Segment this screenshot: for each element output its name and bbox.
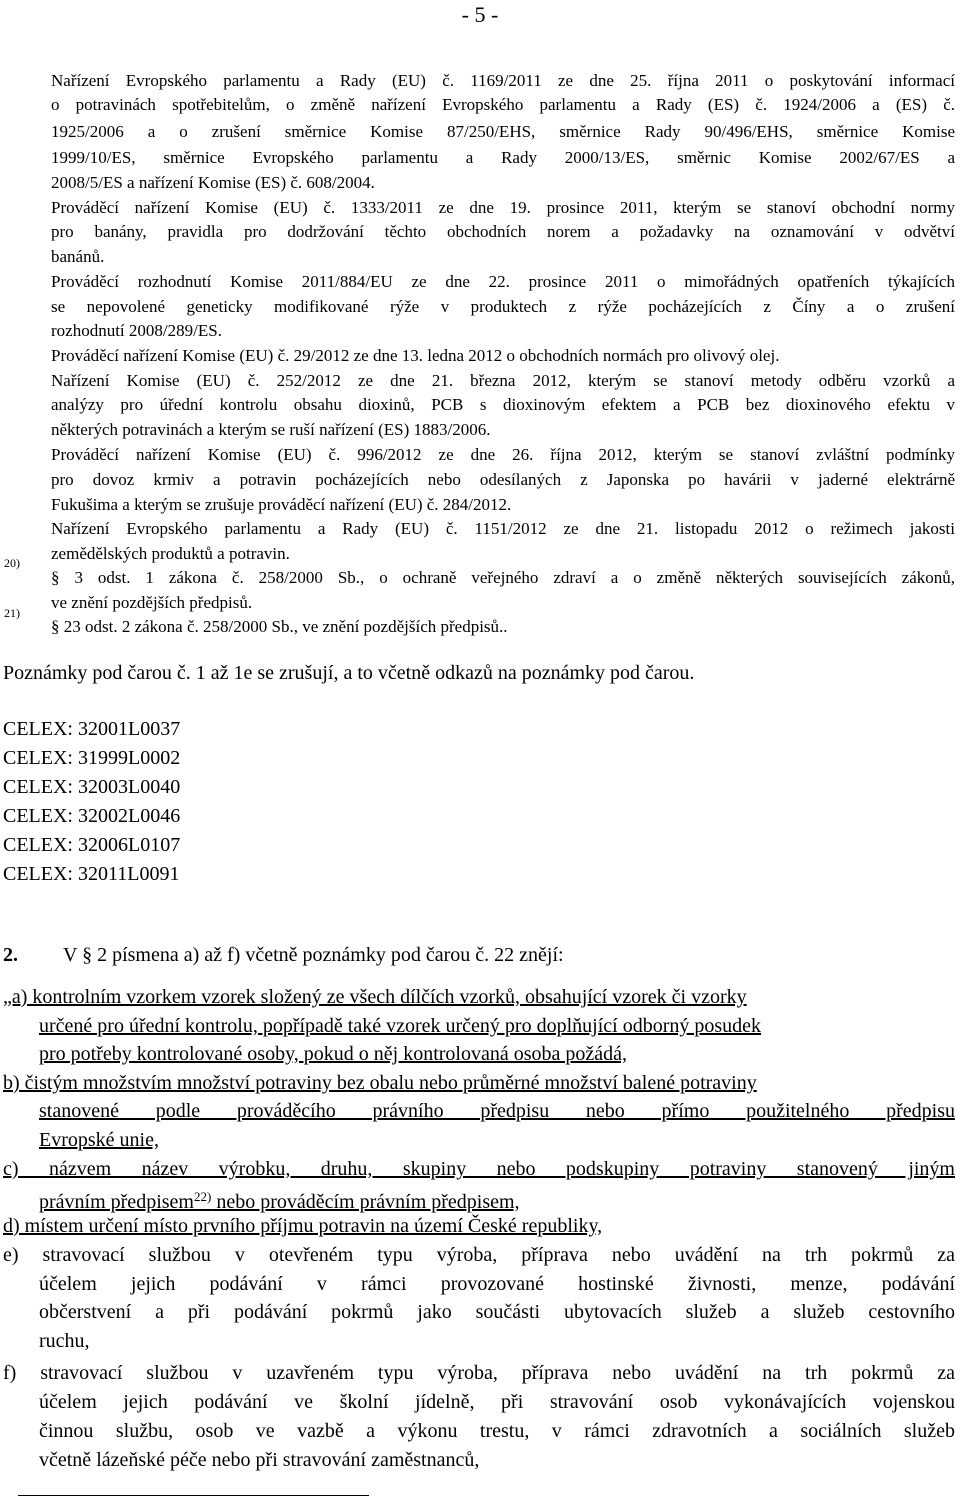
footnote-line: Prováděcí nařízení Komise (EU) č. 29/2012 ze dne 13. ledna 2012 o obchodních normách pro olivový olej. [51, 346, 780, 365]
item-a-line: pro potřeby kontrolované osoby, pokud o něj kontrolovaná osoba požádá, [39, 1043, 628, 1065]
repeal-note: Poznámky pod čarou č. 1 až 1e se zrušují, a to včetně odkazů na poznámky pod čarou. [3, 662, 695, 684]
item-f-line: včetně lázeňské péče nebo při stravování zaměstnanců, [39, 1449, 480, 1471]
celex-entry: CELEX: 32006L0107 [3, 834, 181, 856]
item-b-line: b) čistým množstvím množství potraviny bez obalu nebo průměrné množství balené potraviny [3, 1072, 757, 1094]
footnote-separator [18, 1495, 369, 1496]
footnote-line: Fukušima a kterým se zrušuje prováděcí nařízení (EU) č. 284/2012. [51, 495, 512, 514]
footnote-marker: 20) [4, 556, 20, 570]
page-number: - 5 - [461, 2, 499, 27]
footnote-line: Nařízení Evropského parlamentu a Rady (EU) č. 1151/2012 ze dne 21. listopadu 2012 o režimech jakosti [51, 519, 955, 538]
item-f-line: účelem jejich podávání ve školní jídelně, při stravování osob vykonávajících vojenskou [39, 1391, 955, 1413]
footnote-line: analýzy pro úřední kontrolu obsahu dioxinů, PCB s dioxinovým efektem a PCB bez dioxinového efektu v [51, 395, 955, 414]
footnote-line: rozhodnutí 2008/289/ES. [51, 321, 222, 340]
footnote-ref: 22) [193, 1189, 212, 1204]
item-b-line: Evropské unie, [39, 1129, 159, 1151]
footnote-line: ve znění pozdějších předpisů. [51, 593, 253, 612]
footnote-line: se nepovolené geneticky modifikované rýže v produktech z rýže pocházejících z Číny a o zrušení [51, 297, 955, 316]
footnote-line: 1999/10/ES, směrnice Evropského parlamentu a Rady 2000/13/ES, směrnic Komise 2002/67/ES a [51, 148, 955, 167]
celex-entry: CELEX: 32001L0037 [3, 718, 181, 740]
item-c-text: právním předpisem [39, 1191, 194, 1213]
celex-entry: CELEX: 31999L0002 [3, 747, 181, 769]
footnote-line: zemědělských produktů a potravin. [51, 544, 290, 563]
item-f-line: f) stravovací službou v uzavřeném typu výroba, příprava nebo uvádění na trh pokrmů za [3, 1362, 955, 1384]
footnote-line: Nařízení Evropského parlamentu a Rady (EU) č. 1169/2011 ze dne 25. října 2011 o poskytování informací [51, 71, 955, 90]
section-heading: V § 2 písmena a) až f) včetně poznámky pod čarou č. 22 znějí: [63, 944, 564, 966]
item-e-line: e) stravovací službou v otevřeném typu výroba, příprava nebo uvádění na trh pokrmů za [3, 1244, 955, 1266]
footnote-line: 1925/2006 a o zrušení směrnice Komise 87/250/EHS, směrnice Rady 90/496/EHS, směrnice Komise [51, 122, 955, 141]
celex-entry: CELEX: 32003L0040 [3, 776, 181, 798]
celex-entry: CELEX: 32002L0046 [3, 805, 181, 827]
footnote-line: pro banány, pravidla pro dodržování těchto obchodních norem a požadavky na oznamování v odvětví [51, 222, 955, 241]
footnote-line: banánů. [51, 247, 105, 266]
section-number: 2. [3, 944, 18, 966]
footnote-line: některých potravinách a kterým se ruší nařízení (ES) 1883/2006. [51, 420, 491, 439]
item-f-line: činnou službu, osob ve vazbě a výkonu trestu, v rámci zdravotních a sociálních služeb [39, 1420, 955, 1442]
footnote-marker: 21) [4, 606, 20, 620]
footnote-line: o potravinách spotřebitelům, o změně nařízení Evropského parlamentu a Rady (ES) č. 1924/2006 a (ES) č. [51, 95, 955, 114]
celex-entry: CELEX: 32011L0091 [3, 863, 180, 885]
footnote-line: Nařízení Komise (EU) č. 252/2012 ze dne 21. března 2012, kterým se stanoví metody odběru vzorků a [51, 371, 955, 390]
item-e-line: občerstvení a při podávání pokrmů jako součásti ubytovacích služeb a služeb cestovního [39, 1301, 955, 1323]
item-a-line: „a) kontrolním vzorkem vzorek složený ze všech dílčích vzorků, obsahující vzorek či vzorky [3, 986, 747, 1008]
footnote-line: pro dovoz krmiv a potravin pocházejících nebo odesílaných z Japonska po havárii v jaderné elektrárně [51, 470, 955, 489]
footnote-line: Prováděcí nařízení Komise (EU) č. 996/2012 ze dne 26. října 2012, kterým se stanoví zvláštní podmínky [51, 445, 955, 464]
item-a-line: určené pro úřední kontrolu, popřípadě také vzorek určený pro doplňující odborný posudek [39, 1015, 762, 1037]
item-c-line: c) názvem název výrobku, druhu, skupiny nebo podskupiny potraviny stanovený jiným [3, 1158, 955, 1180]
footnote-line: § 23 odst. 2 zákona č. 258/2000 Sb., ve znění pozdějších předpisů.. [51, 617, 508, 636]
footnote-line: Prováděcí nařízení Komise (EU) č. 1333/2011 ze dne 19. prosince 2011, kterým se stanoví obchodní normy [51, 198, 955, 217]
item-d-line: d) místem určení místo prvního příjmu potravin na území České republiky, [3, 1215, 603, 1237]
footnote-line: 2008/5/ES a nařízení Komise (ES) č. 608/2004. [51, 173, 375, 192]
item-c-text: nebo prováděcím právním předpisem, [211, 1191, 520, 1213]
item-b-line: stanovené podle prováděcího právního předpisu nebo přímo použitelného předpisu [39, 1100, 955, 1122]
item-e-line: ruchu, [39, 1330, 90, 1352]
footnote-line: § 3 odst. 1 zákona č. 258/2000 Sb., o ochraně veřejného zdraví a o změně některých souvisejících zákonů, [51, 568, 955, 587]
footnote-line: Prováděcí rozhodnutí Komise 2011/884/EU ze dne 22. prosince 2011 o mimořádných opatřeních týkajících [51, 272, 955, 291]
item-e-line: účelem jejich podávání v rámci provozované hostinské živnosti, menze, podávání [39, 1273, 955, 1295]
